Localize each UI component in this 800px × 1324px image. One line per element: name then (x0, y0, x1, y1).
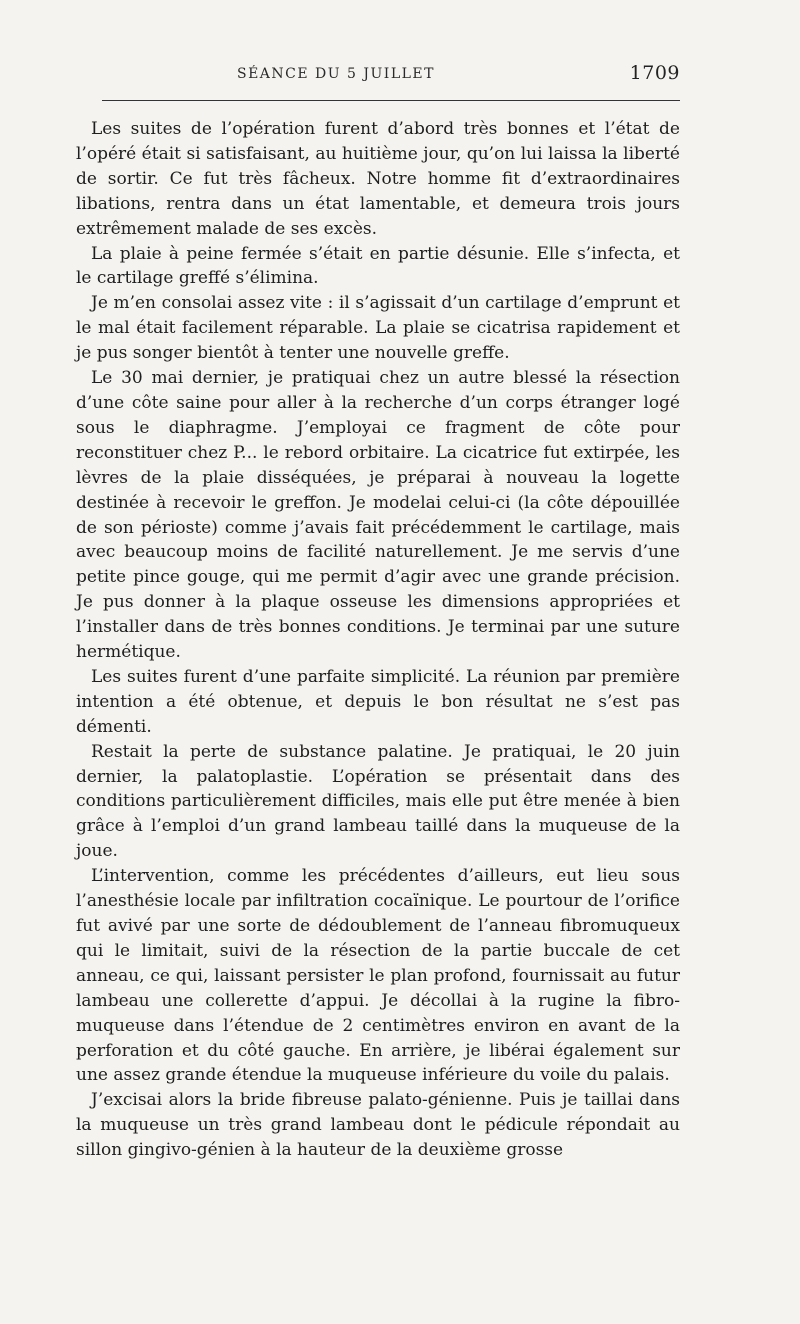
paragraph-4: Le 30 mai dernier, je pratiquai chez un autre blessé la résection d’une côte saine pour aller à la recherche d’un corps étranger logé sous le diaphragme. J’employai ce fragment de côte pour reconstituer chez P... le rebord orbitaire. La cicatrice fut extirpée, les lèvres de la plaie disséquées, je préparai à nouveau la logette destinée à recevoir le greffon. Je modelai celui-ci (la côte dépouillée de son périoste) comme j’avais fait précédemment le cartilage, mais avec beaucoup moins de facilité naturellement. Je me servis d’une petite pince gouge, qui me permit d’agir avec une grande précision. Je pus donner à la plaque osseuse les dimensions appropriées et l’installer dans de très bonnes conditions. Je terminai par une suture hermétique. (76, 368, 680, 663)
body-text (76, 117, 680, 1163)
running-title: SÉANCE DU 5 JUILLET (237, 66, 435, 82)
paragraph-5: Les suites furent d’une parfaite simplicité. La réunion par première intention a été obtenue, et depuis le bon résultat ne s’est pas démenti. (76, 666, 680, 737)
paragraph-8: J’excisai alors la bride fibreuse palato-génienne. Puis je taillai dans la muqueuse un très grand lambeau dont le pédicule répondait au sillon gingivo-génien à la hauteur de la deuxième grosse (76, 1090, 680, 1161)
page-number: 1709 (629, 62, 680, 84)
header-rule (102, 100, 680, 101)
paragraph-2: La plaie à peine fermée s’était en partie désunie. Elle s’infecta, et le cartilage greffé s’élimina. (76, 243, 680, 289)
paragraph-3: Je m’en consolai assez vite : il s’agissait d’un cartilage d’emprunt et le mal était facilement réparable. La plaie se cicatrisa rapidement et je pus songer bientôt à tenter une nouvelle greffe. (76, 293, 680, 364)
paragraph-1: Les suites de l’opération furent d’abord très bonnes et l’état de l’opéré était si satisfaisant, au huitième jour, qu’on lui laissa la liberté de sortir. Ce fut très fâcheux. Notre homme fit d’extraordinaires libations, rentra dans un état lamentable, et demeura trois jours extrêmement malade de ses excès. (76, 119, 680, 239)
running-head (76, 62, 680, 90)
paragraph-7: L’intervention, comme les précédentes d’ailleurs, eut lieu sous l’anesthésie locale par infiltration cocaïnique. Le pourtour de l’orifice fut avivé par une sorte de dédoublement de l’anneau fibromuqueux qui le limitait, suivi de la résection de la partie buccale de cet anneau, ce qui, laissant persister le plan profond, fournissait au futur lambeau une collerette d’appui. Je décollai à la rugine la fibro-muqueuse dans l’étendue de 2 centimètres environ en avant de la perforation et du côté gauche. En arrière, je libérai également sur une assez grande étendue la muqueuse inférieure du voile du palais. (76, 866, 680, 1086)
paragraph-6: Restait la perte de substance palatine. Je pratiquai, le 20 juin dernier, la palatoplastie. L’opération se présentait dans des conditions particulièrement difficiles, mais elle put être menée à bien grâce à l’emploi d’un grand lambeau taillé dans la muqueuse de la joue. (76, 741, 680, 862)
page (76, 62, 680, 1163)
